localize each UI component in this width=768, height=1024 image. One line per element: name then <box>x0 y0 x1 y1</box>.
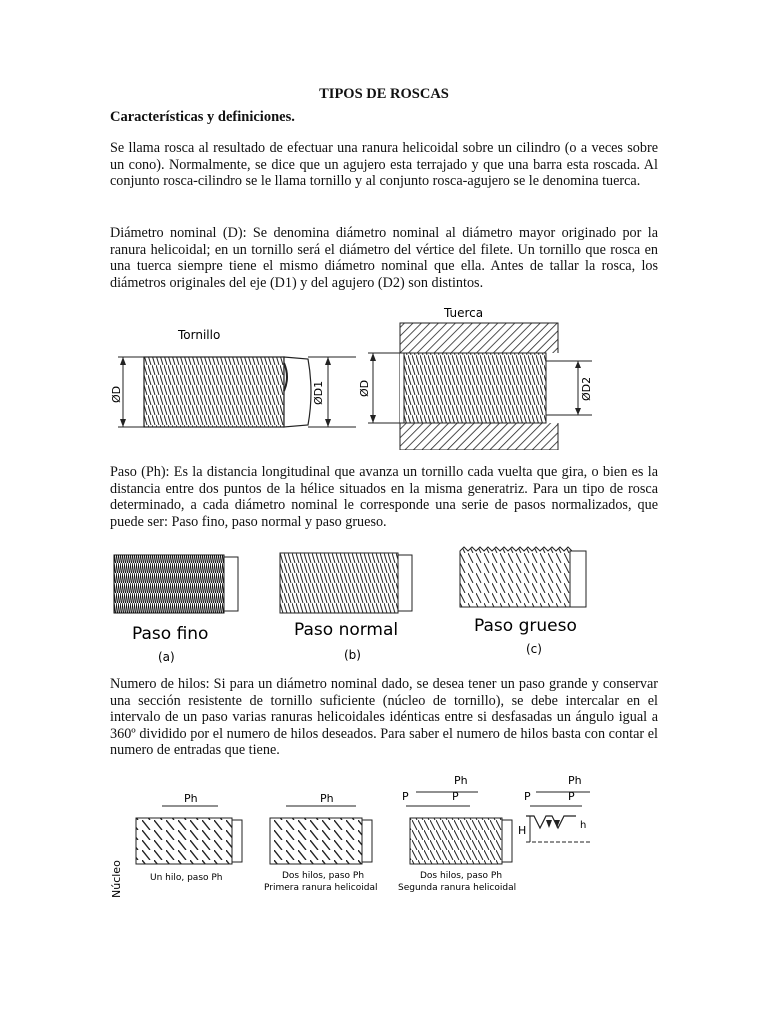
paso-grueso-label: Paso grueso <box>474 616 577 636</box>
tornillo-drawing <box>110 328 356 427</box>
paso-fino-label: Paso fino <box>132 624 209 644</box>
un-hilo-drawing <box>136 792 242 883</box>
ph-label-2: Ph <box>320 792 334 805</box>
diametro-paragraph: Diámetro nominal (D): Se denomina diámetro nominal al diámetro mayor originado por la ranura helicoidal; en un tornillo será el diámetro del vértice del filete. Un tornillo que rosca en una tuerca siempre tiene el mismo diámetro nominal que ella. Antes de tallar la rosca, los diámetros originales del eje (D1) y del agujero (D2) son distintos. <box>110 225 658 291</box>
dos-hilos-segunda-drawing <box>398 774 516 893</box>
label-a: (a) <box>158 650 175 664</box>
figure-pasos <box>108 543 598 668</box>
figure-hilos <box>106 770 592 902</box>
caption-dos-hilos-2: Dos hilos, paso Ph <box>420 871 503 881</box>
intro-paragraph: Se llama rosca al resultado de efectuar una ranura helicoidal sobre un cilindro (o a veces sobre un cono). Normalmente, se dice que un agujero esta terrajado y que una barra esta roscada. Al conjunto rosca-cilindro se le llama tornillo y al conjunto rosca-agujero se le denomina tuerca. <box>110 140 658 190</box>
hilos-paragraph: Numero de hilos: Si para un diámetro nominal dado, se desea tener un paso grande y conservar una sección resistente de tornillo suficiente (núcleo de tornillo), se debe intercalar en el intervalo de un paso varias ranuras helicoidales idénticas entre si desfasadas un ángulo igual a 360º dividido por el numero de hilos deseados. Para saber el numero de hilos basta con contar el numero de entradas que tiene. <box>110 676 658 759</box>
ph-label-4: Ph <box>568 774 582 787</box>
tuerca-dim-D-label: ØD <box>358 379 371 397</box>
section-heading: Características y definiciones. <box>110 109 295 125</box>
paso-paragraph: Paso (Ph): Es la distancia longitudinal que avanza un tornillo cada vuelta que gira, o bien es la distancia entre dos puntos de la hélice situados en la misma generatriz. Para un tipo de rosca determinado, a cada diámetro nominal le corresponde una serie de pasos normalizados, que puede ser: Paso fino, paso normal y paso grueso. <box>110 464 658 530</box>
h1-label: h <box>580 820 587 831</box>
p-label-4: P <box>568 790 575 803</box>
p-label-3: P <box>524 790 531 803</box>
ph-label-3: Ph <box>454 774 468 787</box>
p-label-1: P <box>402 790 409 803</box>
caption-primera-ranura: Primera ranura helicoidal <box>264 883 378 893</box>
tuerca-label: Tuerca <box>444 306 484 320</box>
dos-hilos-primera-drawing <box>264 792 377 893</box>
dim-D2-label: ØD2 <box>580 376 593 401</box>
tuerca-drawing <box>358 306 593 450</box>
label-c: (c) <box>526 642 542 656</box>
p-label-2: P <box>452 790 459 803</box>
tornillo-label: Tornillo <box>178 328 221 342</box>
ph-label-1: Ph <box>184 792 198 805</box>
caption-un-hilo: Un hilo, paso Ph <box>150 873 223 883</box>
figure-tornillo-tuerca <box>108 305 598 450</box>
dim-D-label: ØD <box>110 385 123 403</box>
label-b: (b) <box>344 648 361 662</box>
document-title: TIPOS DE ROSCAS <box>319 86 449 102</box>
h-label: H <box>518 824 527 837</box>
dim-D1-label: ØD1 <box>312 380 325 405</box>
paso-normal-label: Paso normal <box>294 620 399 640</box>
nucleo-label: Núcleo <box>110 860 123 898</box>
perfil-rosca-drawing <box>518 774 590 842</box>
paso-fino-drawing <box>114 555 238 664</box>
paso-normal-drawing <box>280 553 412 662</box>
caption-segunda-ranura: Segunda ranura helicoidal <box>398 883 517 893</box>
caption-dos-hilos-1: Dos hilos, paso Ph <box>282 871 365 881</box>
paso-grueso-drawing <box>460 547 586 656</box>
